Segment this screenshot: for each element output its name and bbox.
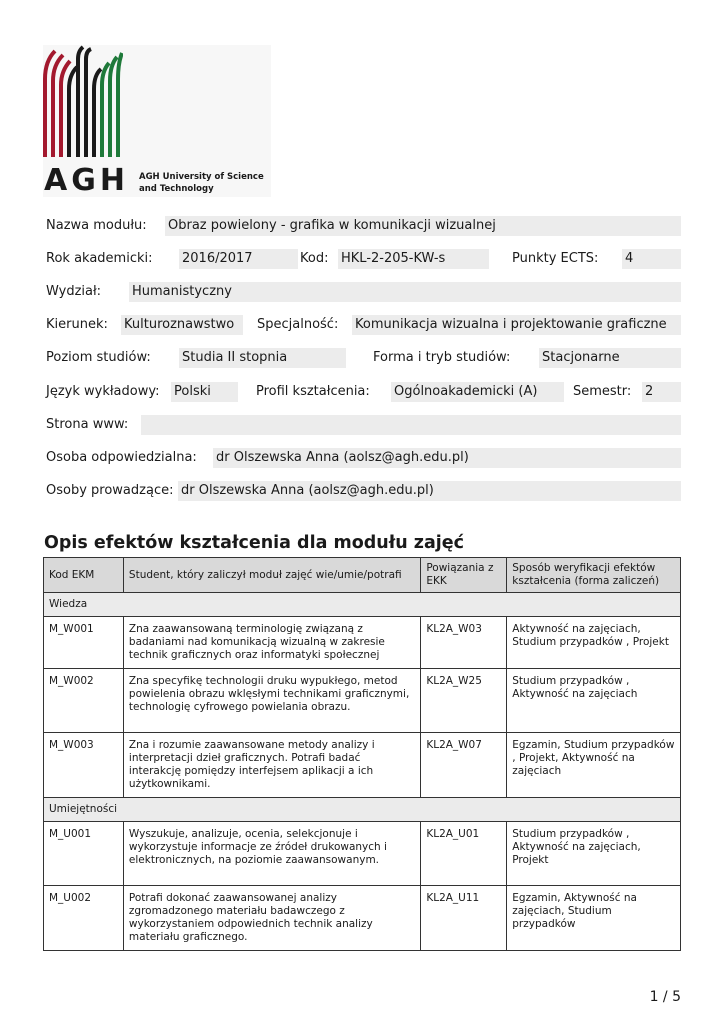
section-title: Opis efektów kształcenia dla modułu zajęć — [44, 533, 465, 553]
code-label: Kod: — [300, 251, 329, 266]
cell-verification: Egzamin, Studium przypadków , Projekt, Aktywność na zajęciach — [507, 733, 681, 798]
logo-line-1: AGH University of Science — [139, 172, 264, 182]
responsible-person-field: dr Olszewska Anna (aolsz@agh.edu.pl) — [213, 448, 681, 468]
language-field: Polski — [171, 382, 238, 402]
group-row-wiedza — [44, 593, 681, 617]
learning-outcomes-table — [43, 557, 681, 951]
header-verification: Sposób weryfikacji efektów kształcenia (forma zaliczeń) — [507, 558, 681, 593]
website-label: Strona www: — [46, 417, 129, 432]
profile-label: Profil kształcenia: — [256, 384, 370, 399]
semester-field: 2 — [642, 382, 681, 402]
cell-code: M_W002 — [44, 669, 124, 733]
table-row — [44, 886, 681, 951]
module-name-field: Obraz powielony - grafika w komunikacji wizualnej — [165, 216, 681, 236]
semester-label: Semestr: — [573, 384, 632, 399]
group-row-umiejetnosci — [44, 798, 681, 822]
module-name-label: Nazwa modułu: — [46, 218, 147, 233]
cell-description: Potrafi dokonać zaawansowanej analizy zgromadzonego materiału badawczego z wykorzystaniem odpowiednich technik analizy materiału graficznego. — [123, 886, 420, 951]
table-row — [44, 617, 681, 669]
specialization-label: Specjalność: — [257, 317, 339, 332]
page-indicator: 1 / 5 — [649, 989, 681, 1005]
cell-code: M_U002 — [44, 886, 124, 951]
group-label: Wiedza — [44, 593, 681, 617]
faculty-label: Wydział: — [46, 284, 102, 299]
table-row — [44, 822, 681, 886]
group-label: Umiejętności — [44, 798, 681, 822]
logo-letters: AGH — [44, 163, 129, 198]
cell-verification: Aktywność na zajęciach, Studium przypadków , Projekt — [507, 617, 681, 669]
faculty-field: Humanistyczny — [129, 282, 681, 302]
cell-ekk: KL2A_U01 — [421, 822, 507, 886]
header-description: Student, który zaliczył moduł zajęć wie/umie/potrafi — [123, 558, 420, 593]
cell-description: Zna zaawansowaną terminologię związaną z badaniami nad komunikacją wizualną w zakresie technik graficznych oraz informatyki społecznej — [123, 617, 420, 669]
ects-label: Punkty ECTS: — [512, 251, 599, 266]
cell-code: M_U001 — [44, 822, 124, 886]
instructors-field: dr Olszewska Anna (aolsz@agh.edu.pl) — [178, 481, 681, 501]
header-code: Kod EKM — [44, 558, 124, 593]
study-mode-label: Forma i tryb studiów: — [373, 350, 511, 365]
profile-field: Ogólnoakademicki (A) — [391, 382, 564, 402]
field-of-study-label: Kierunek: — [46, 317, 108, 332]
logo-line-2: and Technology — [139, 184, 214, 194]
cell-verification: Studium przypadków , Aktywność na zajęciach, Projekt — [507, 822, 681, 886]
table-row — [44, 669, 681, 733]
responsible-person-label: Osoba odpowiedzialna: — [46, 450, 197, 465]
specialization-field: Komunikacja wizualna i projektowanie graficzne — [352, 315, 681, 335]
academic-year-field: 2016/2017 — [179, 249, 298, 269]
table-header-row — [44, 558, 681, 593]
field-of-study-field: Kulturoznawstwo — [121, 315, 243, 335]
instructors-label: Osoby prowadzące: — [46, 483, 174, 498]
cell-code: M_W003 — [44, 733, 124, 798]
website-field — [141, 415, 681, 435]
cell-description: Zna i rozumie zaawansowane metody analizy i interpretacji dzieł graficznych. Potrafi badać interakcję pomiędzy interfejsem aplikacji a ich użytkownikami. — [123, 733, 420, 798]
language-label: Język wykładowy: — [46, 384, 160, 399]
cell-code: M_W001 — [44, 617, 124, 669]
table-row — [44, 733, 681, 798]
study-level-field: Studia II stopnia — [179, 348, 346, 368]
cell-ekk: KL2A_W07 — [421, 733, 507, 798]
cell-verification: Studium przypadków , Aktywność na zajęciach — [507, 669, 681, 733]
cell-verification: Egzamin, Aktywność na zajęciach, Studium przypadków — [507, 886, 681, 951]
cell-description: Wyszukuje, analizuje, ocenia, selekcjonuje i wykorzystuje informacje ze źródeł drukowanych i elektronicznych, na poziomie zaawansowanym. — [123, 822, 420, 886]
agh-logo-icon — [43, 45, 123, 163]
cell-ekk: KL2A_U11 — [421, 886, 507, 951]
cell-ekk: KL2A_W03 — [421, 617, 507, 669]
ects-field: 4 — [622, 249, 681, 269]
code-field: HKL-2-205-KW-s — [338, 249, 489, 269]
header-ekk: Powiązania z EKK — [421, 558, 507, 593]
academic-year-label: Rok akademicki: — [46, 251, 153, 266]
study-mode-field: Stacjonarne — [539, 348, 681, 368]
study-level-label: Poziom studiów: — [46, 350, 151, 365]
cell-description: Zna specyfikę technologii druku wypukłego, metod powielenia obrazu wklęsłymi technikami graficznymi, technologię cyfrowego powielania obrazu. — [123, 669, 420, 733]
logo-university-name — [139, 171, 264, 195]
cell-ekk: KL2A_W25 — [421, 669, 507, 733]
